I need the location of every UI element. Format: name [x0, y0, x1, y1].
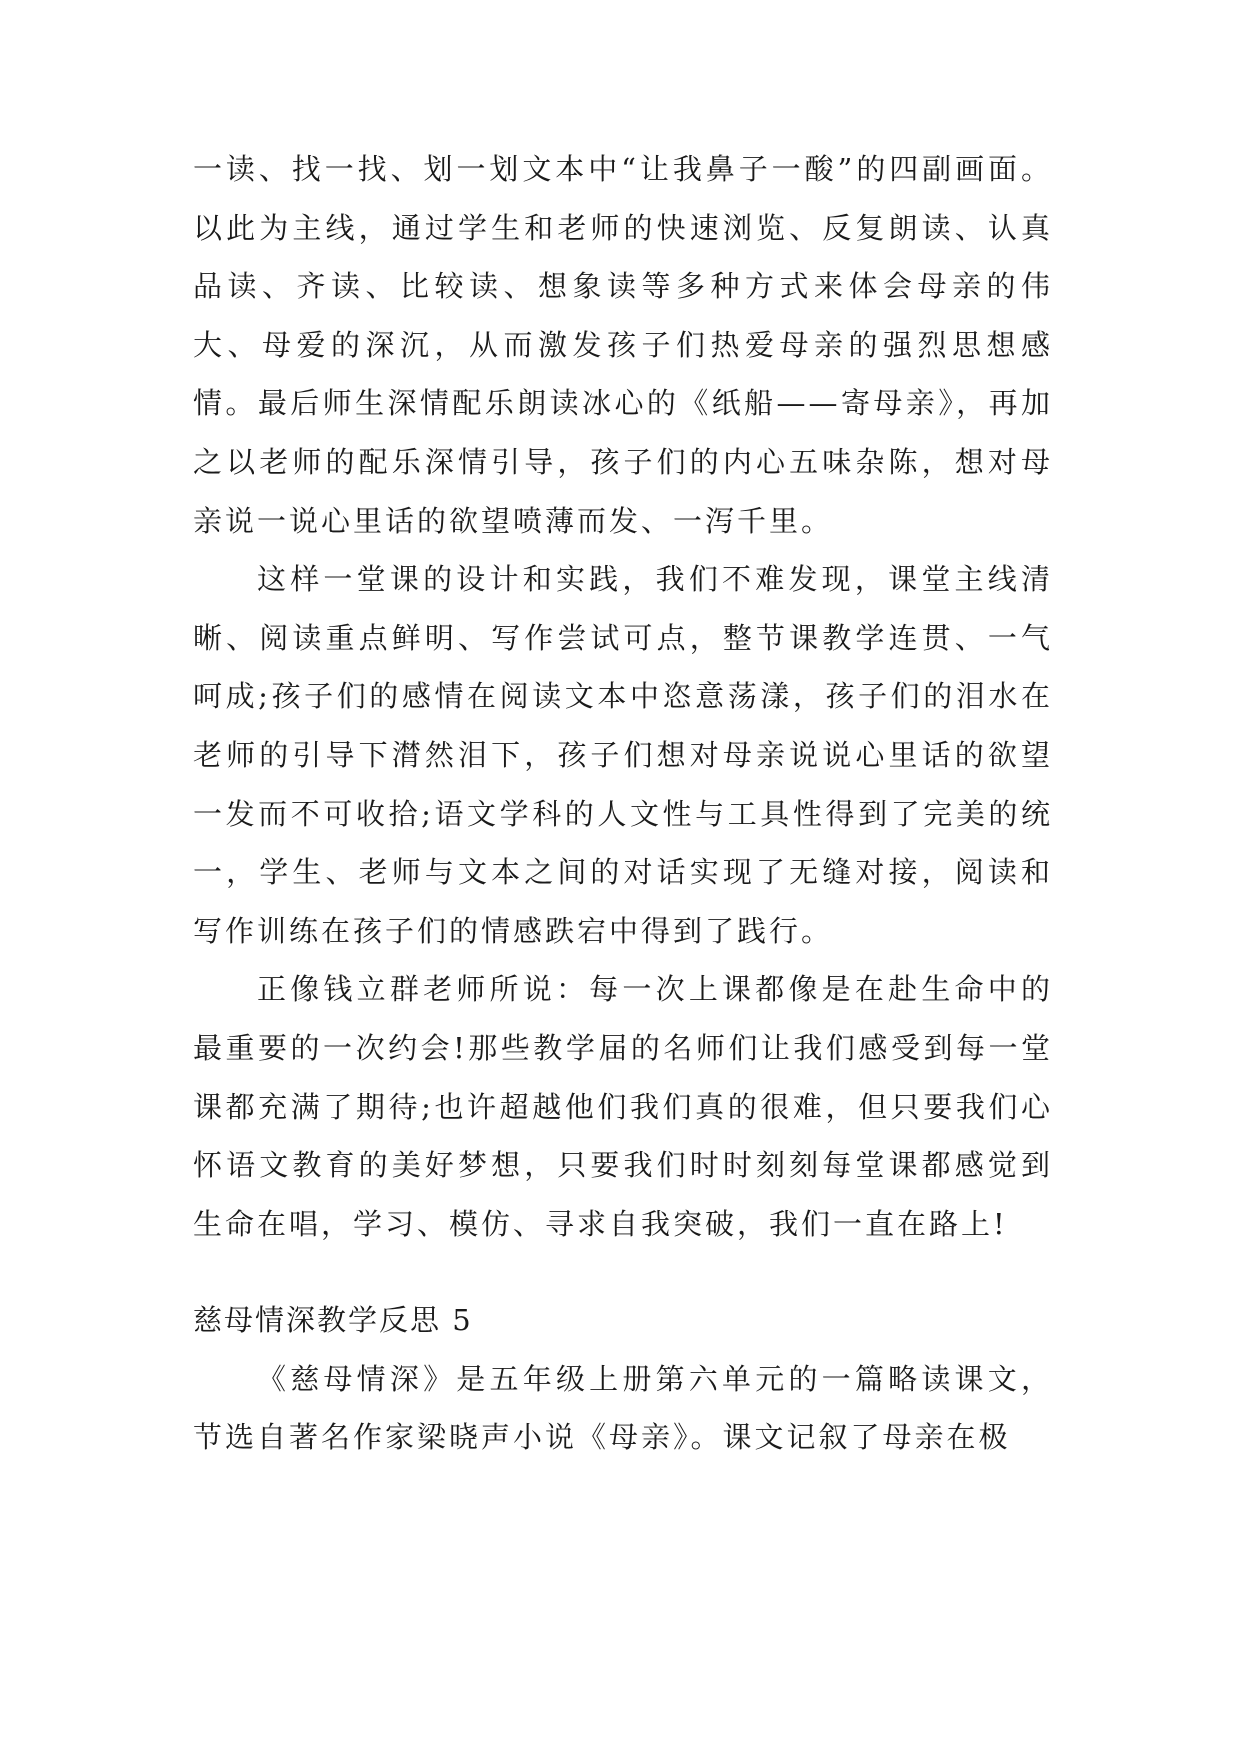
body-paragraph-1: 一读、找一找、划一划文本中“让我鼻子一酸”的四副画面。以此为主线，通过学生和老师的快速浏览、反复朗读、认真品读、齐读、比较读、想象读等多种方式来体会母亲的伟大、母爱的深沉，从而激发孩子们热爱母亲的强烈思想感情。最后师生深情配乐朗读冰心的《纸船——寄母亲》，再加之以老师的配乐深情引导，孩子们的内心五味杂陈，想对母亲说一说心里话的欲望喷薄而发、一泻千里。: [193, 152, 1053, 538]
section-title: 慈母情深教学反思 5: [193, 1303, 473, 1338]
body-paragraph-3: 正像钱立群老师所说：每一次上课都像是在赴生命中的最重要的一次约会!那些教学届的名师们让我们感受到每一堂课都充满了期待;也许超越他们我们真的很难，但只要我们心怀语文教育的美好梦想，只要我们时时刻刻每堂课都感觉到生命在唱，学习、模仿、寻求自我突破，我们一直在路上!: [193, 972, 1053, 1241]
section-paragraph-1: 《慈母情深》是五年级上册第六单元的一篇略读课文，节选自著名作家梁晓声小说《母亲》。课文记叙了母亲在极: [193, 1361, 1053, 1455]
body-paragraph-2: 这样一堂课的设计和实践，我们不难发现，课堂主线清晰、阅读重点鲜明、写作尝试可点，整节课教学连贯、一气呵成;孩子们的感情在阅读文本中恣意荡漾，孩子们的泪水在老师的引导下潸然泪下，孩子们想对母亲说说心里话的欲望一发而不可收拾;语文学科的人文性与工具性得到了完美的统一，学生、老师与文本之间的对话实现了无缝对接，阅读和写作训练在孩子们的情感跌宕中得到了践行。: [193, 562, 1053, 948]
document-page: [193, 140, 1053, 1467]
